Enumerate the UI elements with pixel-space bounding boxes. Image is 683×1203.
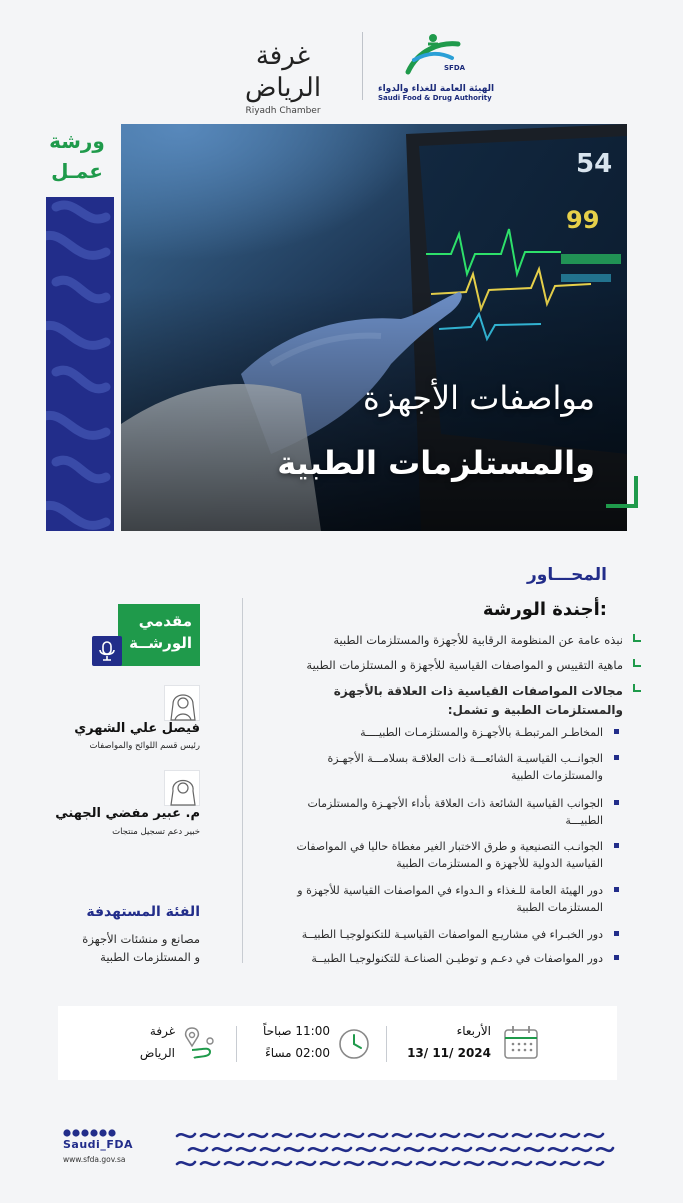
- bullet-square-icon: [614, 955, 619, 960]
- clock-icon: [336, 1026, 372, 1062]
- event-place-line2: الرياض: [139, 1046, 175, 1060]
- event-date: 2024 /11 /13: [407, 1046, 491, 1060]
- agenda-subitem-text: الجوانب القياسية الشائعة ذات العلاقة بأداء الأجهـزة والمستلزمات الطبيـــة: [307, 797, 603, 827]
- presenters-badge: [118, 604, 200, 666]
- workshop-label-line1: ورشة: [49, 129, 105, 153]
- sfda-logo: [378, 30, 495, 110]
- event-info-bar: [58, 1006, 617, 1080]
- website-link: www.sfda.gov.sa: [63, 1155, 126, 1164]
- agenda-subitem-text: دور الخبـراء في مشاريـع المواصفات القياسيـة للتكنولوجيـا الطبيــة: [301, 928, 603, 941]
- agenda-subitem-text: الجوانــب القياسيـة الشائعـــة ذات العلاقـة بسلامـــة الأجهـزة والمستلزمات الطبية: [327, 752, 603, 782]
- workshop-label: [46, 126, 108, 186]
- avatar-male-icon: [164, 685, 200, 721]
- avatar-female-icon: [164, 770, 200, 806]
- agenda-item-text: نبذه عامة عن المنظومة الرقابية للأجهزة والمستلزمات الطبية: [333, 633, 623, 647]
- sfda-name-en: Saudi Food & Drug Authority: [378, 94, 492, 102]
- presenters-badge-line1: مقدمي: [138, 612, 192, 630]
- riyadh-chamber-logo: [218, 40, 348, 116]
- agenda-subitem-text: المخاطـر المرتبطـة بالأجهـزة والمستلزمـات الطبيــــة: [360, 726, 603, 739]
- agenda-subitem-text: دور الهيئة العامة للـغذاء و الـدواء في المواصفات القياسية للأجهزة و المستلزمات الطبية: [297, 884, 603, 914]
- bullet-square-icon: [614, 843, 619, 848]
- section-divider: [242, 598, 243, 963]
- bullet-square-icon: [614, 800, 619, 805]
- agenda-item: [263, 632, 623, 649]
- agenda-item: [263, 657, 623, 674]
- hero-title-line2: والمستلزمات الطبية: [277, 444, 595, 482]
- sfda-badge-text: SFDA: [444, 64, 466, 72]
- social-icons: [63, 1128, 143, 1138]
- presenters-badge-line2: الورشــة: [129, 634, 192, 652]
- agenda-item: [263, 682, 623, 720]
- sfda-name-ar: الهيئة العامة للغذاء والدواء: [378, 84, 495, 94]
- sfda-emblem-icon: [378, 30, 488, 80]
- event-day: الأربعاء: [456, 1024, 491, 1038]
- presenter-role: رئيس قسم اللوائح والمواصفات: [89, 741, 200, 751]
- topics-heading: المحـــاور: [526, 565, 607, 585]
- target-audience-title: الفئة المستهدفة: [86, 904, 200, 920]
- social-handle: Saudi_FDA: [63, 1138, 133, 1151]
- target-audience-line2: و المستلزمات الطبية: [100, 950, 200, 964]
- riyadh-name-en: Riyadh Chamber: [245, 106, 321, 116]
- agenda-item-text: ماهية التقييس و المواصفات القياسية للأجهزة و المستلزمات الطبية: [306, 658, 623, 672]
- microphone-icon: [92, 636, 122, 666]
- event-time-end: 02:00 مساءً: [265, 1046, 330, 1060]
- calendar-icon: [501, 1022, 541, 1062]
- presenter-name: م. عبير مفضي الجهني: [55, 806, 200, 821]
- location-icon: [180, 1024, 218, 1062]
- agenda-subitem: [277, 795, 603, 829]
- logo-separator: [362, 32, 363, 100]
- agenda-item-text: مجالات المواصفات القياسية ذات العلاقة بالأجهزة والمستلزمات الطبية و تشمل:: [333, 684, 623, 717]
- corner-accent: [606, 476, 638, 508]
- pattern-strip: [46, 197, 114, 531]
- agenda-subitem: [277, 838, 603, 872]
- event-place-line1: غرفة: [149, 1024, 175, 1038]
- target-audience-line1: مصانع و منشئات الأجهزة: [82, 932, 200, 946]
- workshop-label-line2: عمـل: [51, 159, 103, 183]
- info-separator: [386, 1026, 387, 1062]
- wave-pattern-icon: [46, 197, 114, 531]
- bullet-square-icon: [614, 729, 619, 734]
- agenda-subitem: [277, 926, 603, 943]
- presenter-name: فيصل علي الشهري: [74, 721, 200, 736]
- event-time-start: 11:00 صباحاً: [263, 1024, 330, 1038]
- footer-wave-pattern-icon: [175, 1128, 615, 1170]
- info-separator: [236, 1026, 237, 1062]
- check-marker-icon: [633, 684, 641, 692]
- hero-title-line1: مواصفات الأجهزة: [362, 379, 595, 417]
- presenter-role: خبير دعم تسجيل منتجات: [112, 827, 200, 837]
- agenda-subitem: [277, 882, 603, 916]
- bullet-square-icon: [614, 931, 619, 936]
- hero-image: [121, 124, 627, 531]
- agenda-subitem-text: دور المواصفات في دعـم و توطيـن الصناعـة للتكنولوجيـا الطبيــة: [311, 952, 603, 965]
- bullet-square-icon: [614, 755, 619, 760]
- agenda-subitem: [277, 950, 603, 967]
- agenda-subitem-text: الجوانـب التصنيعية و طرق الاختبار الغير مغطاة حاليا في المواصفات القياسية الدولية للأجهزة و المستلزمات الطبية: [296, 840, 603, 870]
- bullet-square-icon: [614, 887, 619, 892]
- agenda-subitem: [277, 750, 603, 784]
- check-marker-icon: [633, 659, 641, 667]
- agenda-title: أجندة الورشة:: [482, 599, 607, 620]
- check-marker-icon: [633, 634, 641, 642]
- agenda-subitem: [277, 724, 603, 741]
- riyadh-name-ar: غرفة الرياض: [244, 41, 322, 103]
